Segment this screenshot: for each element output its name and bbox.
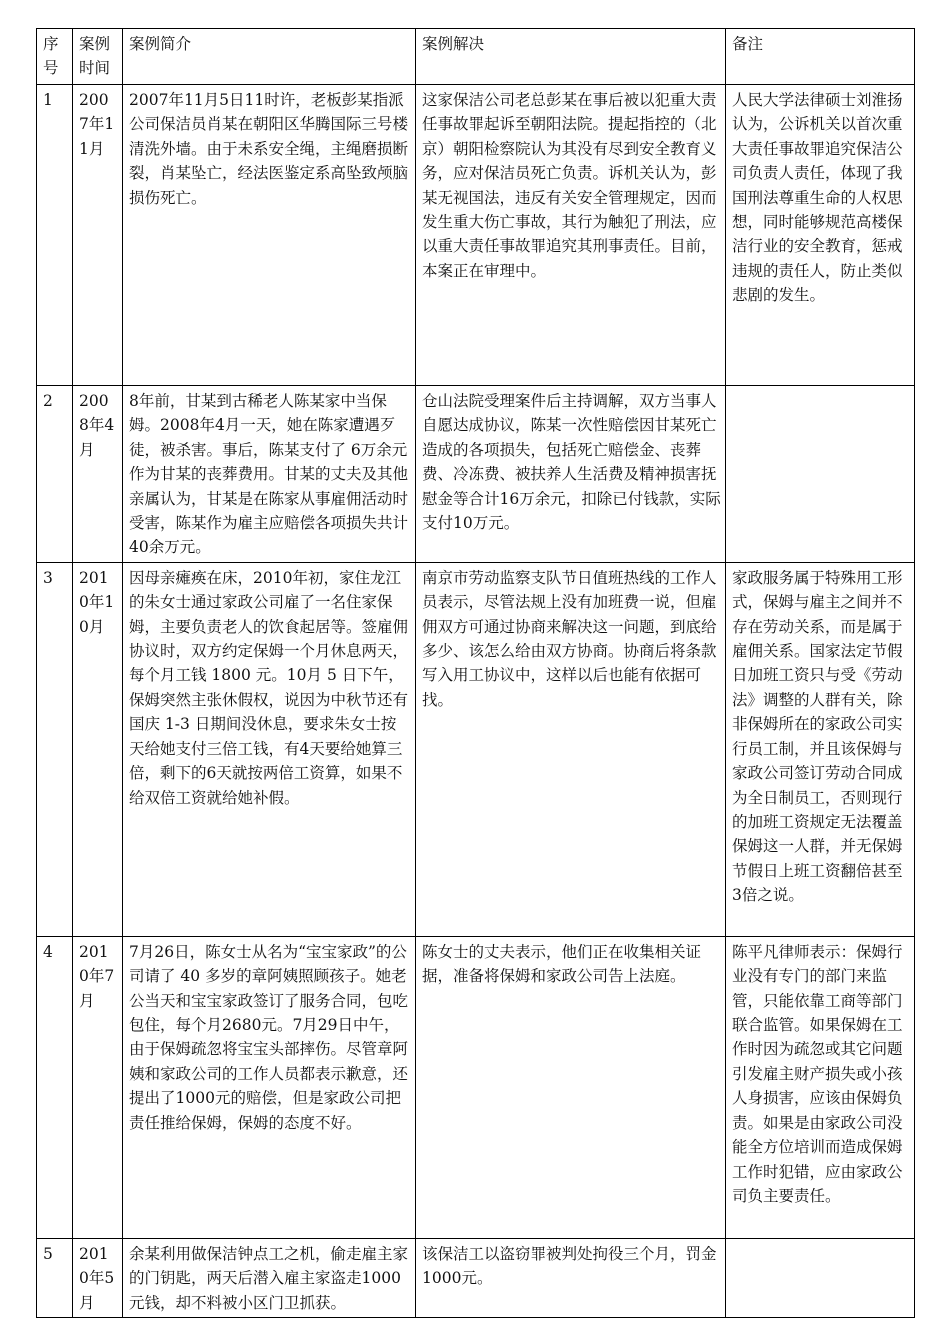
cell-remark	[726, 386, 915, 563]
cell-summary: 2007年11月5日11时许，老板彭某指派公司保洁员肖某在朝阳区华腾国际三号楼清洗外墙。由于未系安全绳，主绳磨损断裂，肖某坠亡，经法医鉴定系高坠致颅脑损伤死亡。	[123, 85, 416, 386]
table-row	[37, 1238, 915, 1317]
cell-time: 2008年4月	[73, 386, 123, 563]
cell-no: 4	[37, 936, 73, 1238]
cell-summary: 7月26日，陈女士从名为“宝宝家政”的公司请了 40 多岁的章阿姨照顾孩子。她老公当天和宝宝家政签订了服务合同，包吃包住，每个月2680元。7月29日中午，由于保姆疏忽将宝宝头部摔伤。尽管章阿姨和家政公司的工作人员都表示歉意，还提出了1000元的赔偿，但是家政公司把责任推给保姆，保姆的态度不好。	[123, 936, 416, 1238]
cell-time: 2010年5月	[73, 1238, 123, 1317]
cell-summary: 8年前，甘某到古稀老人陈某家中当保姆。2008年4月一天，她在陈家遭遇歹徒，被杀害。事后，陈某支付了 6万余元作为甘某的丧葬费用。甘某的丈夫及其他亲属认为，甘某是在陈家从事雇佣活动时受害，陈某作为雇主应赔偿各项损失共计40余万元。	[123, 386, 416, 563]
cell-resolution: 这家保洁公司老总彭某在事后被以犯重大责任事故罪起诉至朝阳法院。提起指控的（北京）朝阳检察院认为其没有尽到安全教育义务，应对保洁员死亡负责。诉机关认为，彭某无视国法，违反有关安全管理规定，因而发生重大伤亡事故，其行为触犯了刑法，应以重大责任事故罪追究其刑事责任。目前，本案正在审理中。	[416, 85, 726, 386]
cell-no: 5	[37, 1238, 73, 1317]
cell-remark: 人民大学法律硕士刘淮扬认为，公诉机关以首次重大责任事故罪追究保洁公司负责人责任，体现了我国刑法尊重生命的人权思想，同时能够规范高楼保洁行业的安全教育，惩戒违规的责任人，防止类似悲剧的发生。	[726, 85, 915, 386]
cell-no: 1	[37, 85, 73, 386]
table-row	[37, 936, 915, 1238]
case-table	[36, 28, 915, 1318]
cell-remark: 陈平凡律师表示：保姆行业没有专门的部门来监管，只能依靠工商等部门联合监管。如果保姆在工作时因为疏忽或其它问题引发雇主财产损失或小孩人身损害，应该由保姆负责。如果是由家政公司没能全方位培训而造成保姆工作时犯错，应由家政公司负主要责任。	[726, 936, 915, 1238]
cell-resolution: 该保洁工以盗窃罪被判处拘役三个月，罚金1000元。	[416, 1238, 726, 1317]
cell-time: 2010年10月	[73, 562, 123, 936]
cell-resolution: 南京市劳动监察支队节日值班热线的工作人员表示，尽管法规上没有加班费一说，但雇佣双方可通过协商来解决这一问题，到底给多少、该怎么给由双方协商。协商后将条款写入用工协议中，这样以后也能有依据可找。	[416, 562, 726, 936]
cell-no: 2	[37, 386, 73, 563]
header-resolution: 案例解决	[416, 29, 726, 85]
cell-remark: 家政服务属于特殊用工形式，保姆与雇主之间并不存在劳动关系，而是属于雇佣关系。国家法定节假日加班工资只与受《劳动法》调整的人群有关，除非保姆所在的家政公司实行员工制，并且该保姆与家政公司签订劳动合同成为全日制员工，否则现行的加班工资规定无法覆盖保姆这一人群，并无保姆节假日上班工资翻倍甚至3倍之说。	[726, 562, 915, 936]
cell-no: 3	[37, 562, 73, 936]
table-row	[37, 85, 915, 386]
cell-resolution: 陈女士的丈夫表示，他们正在收集相关证据，准备将保姆和家政公司告上法庭。	[416, 936, 726, 1238]
table-header-row	[37, 29, 915, 85]
cell-time: 2007年11月	[73, 85, 123, 386]
cell-resolution: 仓山法院受理案件后主持调解，双方当事人自愿达成协议，陈某一次性赔偿因甘某死亡造成的各项损失，包括死亡赔偿金、丧葬费、冷冻费、被扶养人生活费及精神损害抚慰金等合计16万余元，扣除已付钱款，实际支付10万元。	[416, 386, 726, 563]
header-no: 序号	[37, 29, 73, 85]
cell-summary: 因母亲瘫痪在床，2010年初，家住龙江的朱女士通过家政公司雇了一名住家保姆，主要负责老人的饮食起居等。签雇佣协议时，双方约定保姆一个月休息两天，每个月工钱 1800 元。10月 5 日下午，保姆突然主张休假权，说因为中秋节还有国庆 1-3 日期间没休息，要求朱女士按天给她支付三倍工钱，有4天要给她算三倍，剩下的6天就按两倍工资算，如果不给双倍工资就给她补假。	[123, 562, 416, 936]
cell-time: 2010年7月	[73, 936, 123, 1238]
header-remark: 备注	[726, 29, 915, 85]
table-row	[37, 562, 915, 936]
header-summary: 案例简介	[123, 29, 416, 85]
cell-summary: 余某利用做保洁钟点工之机，偷走雇主家的门钥匙，两天后潜入雇主家盗走1000元钱，却不料被小区门卫抓获。	[123, 1238, 416, 1317]
table-row	[37, 386, 915, 563]
header-time: 案例时间	[73, 29, 123, 85]
cell-remark	[726, 1238, 915, 1317]
